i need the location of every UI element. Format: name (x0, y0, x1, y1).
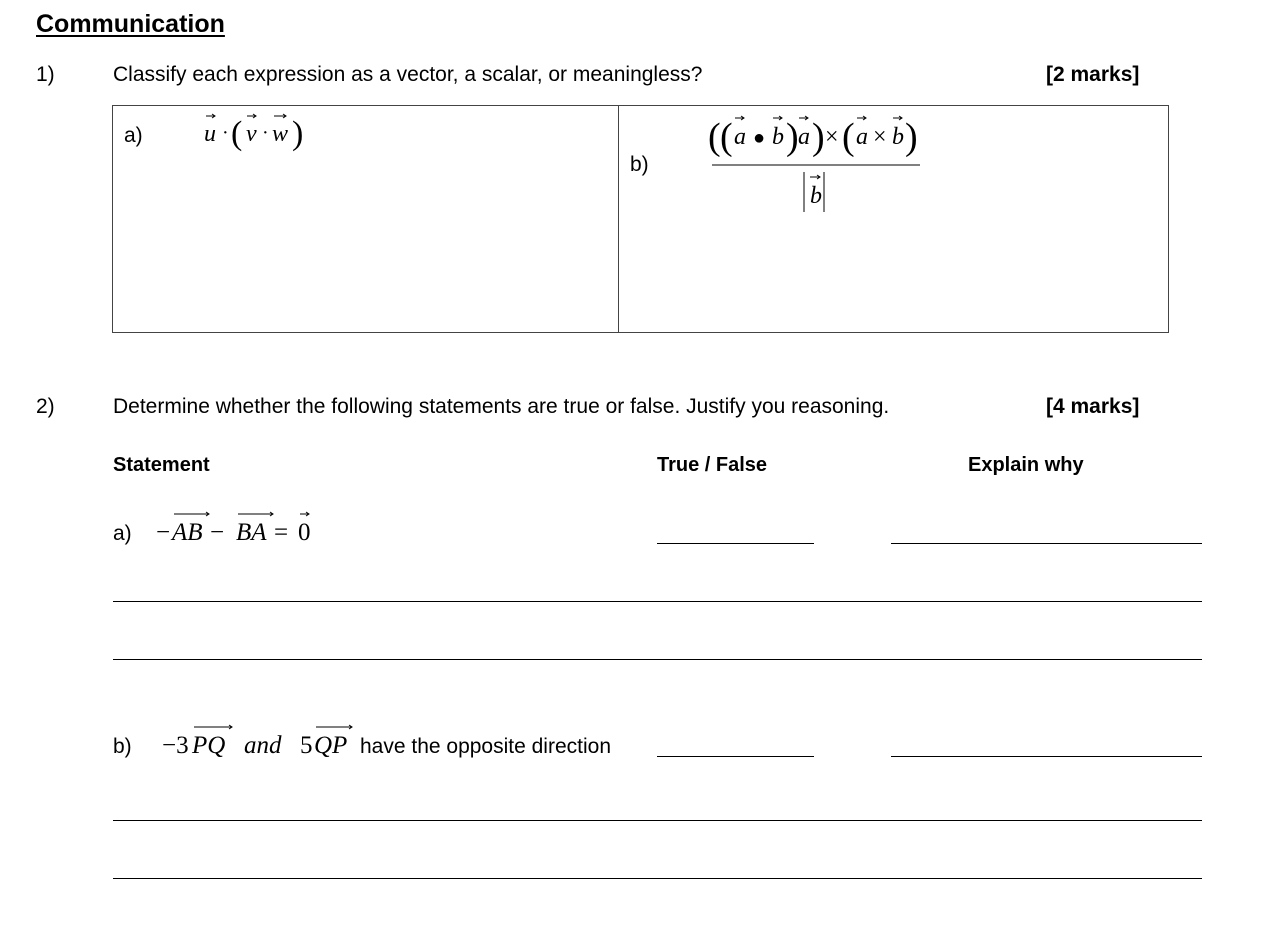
svg-text:×: × (873, 124, 887, 150)
svg-text:b: b (772, 124, 784, 150)
svg-text:): ) (786, 116, 799, 158)
q2-a-answer-line-2[interactable] (113, 659, 1202, 660)
svg-text:·: · (222, 122, 229, 144)
svg-text:): ) (905, 116, 918, 158)
q2-b-answer-line-2[interactable] (113, 878, 1202, 879)
question-1-number: 1) (36, 63, 55, 86)
svg-text:w: w (272, 121, 289, 147)
svg-text:v: v (246, 121, 257, 147)
svg-text:QP: QP (314, 732, 348, 759)
q2-a-explain-blank[interactable] (891, 543, 1202, 544)
q2-b-true-false-blank[interactable] (657, 756, 814, 757)
q2-b-answer-line-1[interactable] (113, 820, 1202, 821)
svg-text:): ) (812, 116, 825, 158)
svg-text:a: a (856, 124, 868, 150)
svg-text:AB: AB (172, 519, 203, 546)
answer-box-divider (618, 105, 619, 333)
question-1-marks: [2 marks] (1046, 63, 1140, 86)
q2-part-a-label: a) (113, 522, 132, 545)
svg-text:a: a (734, 124, 746, 150)
question-2-prompt: Determine whether the following statements are true or false. Justify you reasoning. (113, 395, 890, 418)
svg-text:): ) (292, 115, 304, 152)
svg-text:−3: −3 (162, 732, 189, 759)
svg-text:0: 0 (298, 519, 311, 546)
q2-a-true-false-blank[interactable] (657, 543, 814, 544)
svg-text:(: ( (708, 116, 721, 158)
column-header-explain: Explain why (968, 454, 1084, 476)
svg-text:·: · (262, 122, 269, 144)
svg-text:−: − (210, 519, 225, 546)
svg-text:b: b (810, 183, 822, 209)
svg-text:5: 5 (300, 732, 313, 759)
svg-text:●: ● (753, 127, 766, 149)
svg-text:PQ: PQ (192, 732, 226, 759)
column-header-true-false: True / False (657, 454, 768, 476)
svg-text:BA: BA (236, 519, 267, 546)
svg-text:b: b (892, 124, 904, 150)
svg-text:(: ( (231, 115, 243, 152)
q1-part-b-expression (706, 108, 930, 225)
svg-text:−: − (156, 519, 171, 546)
svg-text:(: ( (842, 116, 855, 158)
q2-part-b-expression (158, 715, 358, 768)
svg-text:=: = (274, 519, 289, 546)
svg-text:(: ( (720, 116, 733, 158)
q2-b-explain-blank[interactable] (891, 756, 1202, 757)
q1-part-a-expression (198, 108, 318, 169)
svg-text:u: u (204, 121, 216, 147)
question-2-marks: [4 marks] (1046, 395, 1140, 418)
q2-part-b-label: b) (113, 735, 132, 758)
svg-text:a: a (798, 124, 810, 150)
q2-part-b-text: have the opposite direction (360, 735, 612, 758)
q2-a-answer-line-1[interactable] (113, 601, 1202, 602)
svg-text:×: × (825, 124, 839, 150)
svg-text:and: and (244, 732, 282, 759)
section-title: Communication (36, 10, 225, 38)
q2-part-a-expression (152, 502, 326, 555)
q1-part-a-label: a) (124, 124, 143, 147)
question-1-prompt: Classify each expression as a vector, a scalar, or meaningless? (113, 63, 703, 86)
question-2-number: 2) (36, 395, 55, 418)
q1-part-b-label: b) (630, 153, 649, 176)
column-header-statement: Statement (113, 454, 210, 476)
